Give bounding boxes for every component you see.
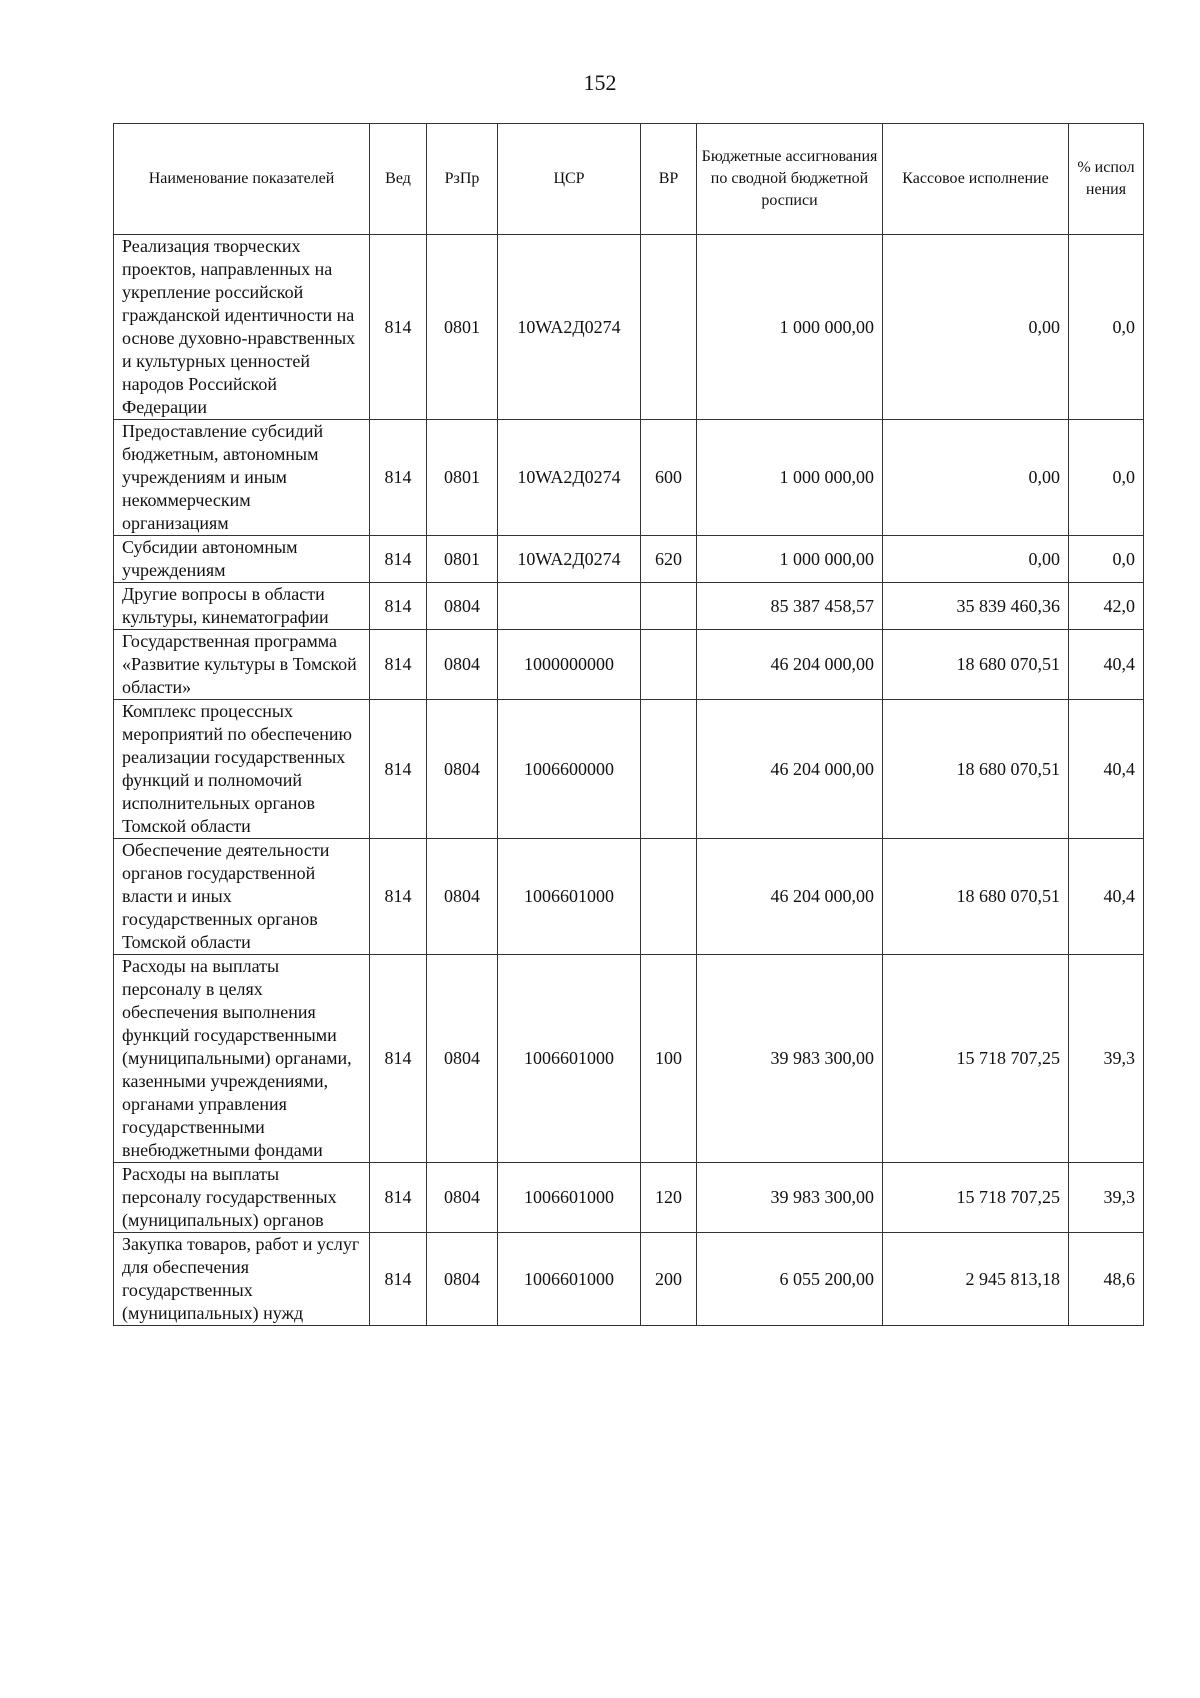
row-cash: 2 945 813,18 <box>883 1233 1069 1326</box>
row-rzpr: 0804 <box>427 700 498 839</box>
row-name: Расходы на выплаты персоналу государственных (муниципальных) органов <box>114 1163 370 1233</box>
row-rzpr: 0804 <box>427 1233 498 1326</box>
row-csr: 1006601000 <box>498 1163 641 1233</box>
row-rzpr: 0804 <box>427 955 498 1163</box>
row-pct: 39,3 <box>1069 955 1144 1163</box>
row-pct: 40,4 <box>1069 700 1144 839</box>
table-row <box>114 630 1144 700</box>
header-vr: ВР <box>641 124 697 235</box>
table-row <box>114 1233 1144 1326</box>
row-rzpr: 0801 <box>427 235 498 420</box>
row-pct: 39,3 <box>1069 1163 1144 1233</box>
row-pct: 40,4 <box>1069 630 1144 700</box>
row-name: Субсидии автономным учреждениям <box>114 536 370 583</box>
row-ved: 814 <box>370 420 427 536</box>
row-cash: 15 718 707,25 <box>883 1163 1069 1233</box>
row-ved: 814 <box>370 630 427 700</box>
row-pct: 40,4 <box>1069 839 1144 955</box>
row-rzpr: 0804 <box>427 583 498 630</box>
row-csr: 1006601000 <box>498 1233 641 1326</box>
row-cash: 15 718 707,25 <box>883 955 1069 1163</box>
row-rzpr: 0804 <box>427 1163 498 1233</box>
row-rzpr: 0801 <box>427 420 498 536</box>
page-number: 152 <box>583 70 617 95</box>
header-cash: Кассовое исполнение <box>883 124 1069 235</box>
row-csr: 1006600000 <box>498 700 641 839</box>
row-name: Реализация творческих проектов, направленных на укрепление российской гражданской идентичности на основе духовно-нравственных и культурных ценностей народов Российской Федерации <box>114 235 370 420</box>
row-alloc: 1 000 000,00 <box>697 536 883 583</box>
row-ved: 814 <box>370 955 427 1163</box>
row-name: Предоставление субсидий бюджетным, автономным учреждениям и иным некоммерческим организациям <box>114 420 370 536</box>
row-vr <box>641 630 697 700</box>
row-cash: 18 680 070,51 <box>883 839 1069 955</box>
header-ved: Вед <box>370 124 427 235</box>
row-name: Обеспечение деятельности органов государственной власти и иных государственных органов Томской области <box>114 839 370 955</box>
row-cash: 0,00 <box>883 235 1069 420</box>
row-ved: 814 <box>370 700 427 839</box>
table-row <box>114 1163 1144 1233</box>
header-pct: % испол нения <box>1069 124 1144 235</box>
table-row <box>114 583 1144 630</box>
row-vr <box>641 839 697 955</box>
row-pct: 48,6 <box>1069 1233 1144 1326</box>
row-csr <box>498 583 641 630</box>
table-row <box>114 839 1144 955</box>
row-alloc: 1 000 000,00 <box>697 235 883 420</box>
row-vr <box>641 583 697 630</box>
row-cash: 0,00 <box>883 420 1069 536</box>
header-name: Наименование показателей <box>114 124 370 235</box>
table-row <box>114 700 1144 839</box>
row-name: Расходы на выплаты персоналу в целях обеспечения выполнения функций государственными (муниципальными) органами, казенными учреждениями, органами управления государственными внебюджетными фондами <box>114 955 370 1163</box>
row-name: Закупка товаров, работ и услуг для обеспечения государственных (муниципальных) нужд <box>114 1233 370 1326</box>
row-rzpr: 0801 <box>427 536 498 583</box>
row-ved: 814 <box>370 1163 427 1233</box>
row-vr: 200 <box>641 1233 697 1326</box>
row-alloc: 39 983 300,00 <box>697 1163 883 1233</box>
row-csr: 10WA2Д0274 <box>498 536 641 583</box>
header-alloc: Бюджетные ассигнования по сводной бюджетной росписи <box>697 124 883 235</box>
row-alloc: 39 983 300,00 <box>697 955 883 1163</box>
row-name: Другие вопросы в области культуры, кинематографии <box>114 583 370 630</box>
row-ved: 814 <box>370 536 427 583</box>
row-vr: 600 <box>641 420 697 536</box>
row-csr: 1006601000 <box>498 839 641 955</box>
row-ved: 814 <box>370 583 427 630</box>
row-vr: 620 <box>641 536 697 583</box>
header-csr: ЦСР <box>498 124 641 235</box>
table-row <box>114 420 1144 536</box>
row-pct: 0,0 <box>1069 420 1144 536</box>
row-alloc: 46 204 000,00 <box>697 700 883 839</box>
table-header-row <box>114 124 1144 235</box>
budget-table <box>113 123 1144 1326</box>
row-csr: 1006601000 <box>498 955 641 1163</box>
row-pct: 42,0 <box>1069 583 1144 630</box>
table-row <box>114 536 1144 583</box>
row-pct: 0,0 <box>1069 235 1144 420</box>
row-vr: 100 <box>641 955 697 1163</box>
row-vr: 120 <box>641 1163 697 1233</box>
row-csr: 1000000000 <box>498 630 641 700</box>
row-rzpr: 0804 <box>427 630 498 700</box>
table-row <box>114 955 1144 1163</box>
row-pct: 0,0 <box>1069 536 1144 583</box>
row-alloc: 6 055 200,00 <box>697 1233 883 1326</box>
row-rzpr: 0804 <box>427 839 498 955</box>
row-cash: 0,00 <box>883 536 1069 583</box>
row-name: Комплекс процессных мероприятий по обеспечению реализации государственных функций и полномочий исполнительных органов Томской области <box>114 700 370 839</box>
row-cash: 18 680 070,51 <box>883 630 1069 700</box>
table-row <box>114 235 1144 420</box>
row-ved: 814 <box>370 1233 427 1326</box>
row-csr: 10WA2Д0274 <box>498 420 641 536</box>
row-ved: 814 <box>370 839 427 955</box>
row-cash: 18 680 070,51 <box>883 700 1069 839</box>
row-alloc: 46 204 000,00 <box>697 839 883 955</box>
row-vr <box>641 700 697 839</box>
row-csr: 10WA2Д0274 <box>498 235 641 420</box>
row-cash: 35 839 460,36 <box>883 583 1069 630</box>
row-vr <box>641 235 697 420</box>
row-name: Государственная программа «Развитие культуры в Томской области» <box>114 630 370 700</box>
header-rzpr: РзПр <box>427 124 498 235</box>
row-alloc: 1 000 000,00 <box>697 420 883 536</box>
row-alloc: 85 387 458,57 <box>697 583 883 630</box>
row-ved: 814 <box>370 235 427 420</box>
row-alloc: 46 204 000,00 <box>697 630 883 700</box>
